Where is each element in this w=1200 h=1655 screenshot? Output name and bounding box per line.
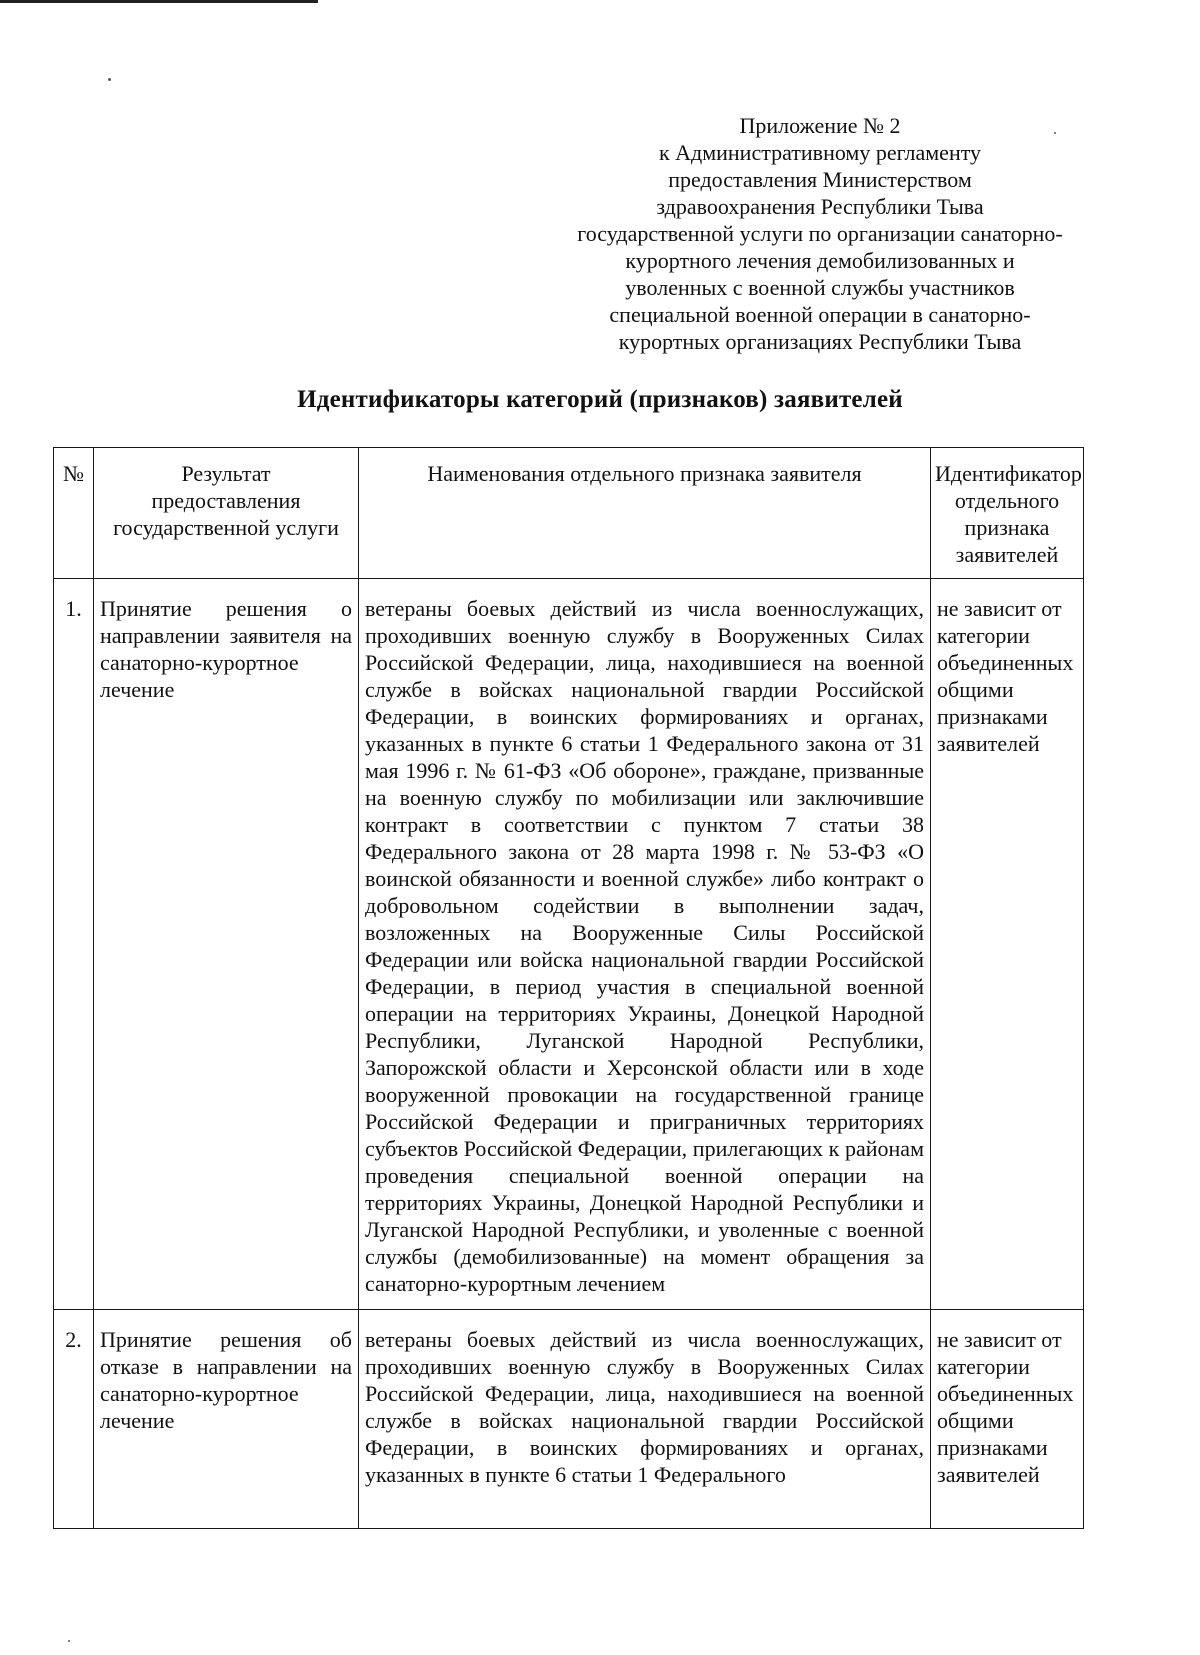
row-identifier: не зависит от категории объединенных общими признаками заявителей (931, 1310, 1084, 1529)
header-feature-name: Наименования отдельного признака заявителя (359, 448, 931, 579)
appendix-line: курортного лечения демобилизованных и (625, 248, 1015, 273)
row-number: 1. (54, 579, 94, 1310)
table-row (54, 1310, 1084, 1529)
appendix-line: курортных организациях Республики Тыва (618, 329, 1022, 354)
appendix-line: предоставления Министерством (668, 167, 972, 192)
row-number: 2. (54, 1310, 94, 1529)
appendix-line: специальной военной операции в санаторно- (609, 302, 1031, 327)
identifiers-table (53, 447, 1084, 1529)
scan-speck (68, 1640, 70, 1642)
row-feature-name-text: ветераны боевых действий из числа военнослужащих, проходивших военную службу в Вооруженных Силах Российской Федерации, лица, находившиеся на военной службе в войсках национальной гвардии Российской Федерации, в воинских формированиях и органах, указанных в пункте 6 статьи 1 Федерального (365, 1327, 924, 1487)
appendix-line: Приложение № 2 (739, 113, 901, 138)
table-header-row (54, 448, 1084, 579)
row-feature-name: ветераны боевых действий из числа военнослужащих, проходивших военную службу в Вооруженных Силах Российской Федерации, лица, находившиеся на военной службе в войсках национальной гвардии Российской Федерации, в воинских формированиях и органах, указанных в пункте 6 статьи 1 Федерального закона от 31 мая 1996 г. № 61-ФЗ «Об обороне», граждане, призванные на военную службу по мобилизации или заключившие контракт в соответствии с пунктом 7 статьи 38 Федерального закона от 28 марта 1998 г. № 53-ФЗ «О воинской обязанности и военной службе» либо контракт о добровольном содействии в выполнении задач, возложенных на Вооруженные Силы Российской Федерации или войска национальной гвардии Российской Федерации, в период участия в специальной военной операции на территориях Украины, Донецкой Народной Республики, Луганской Народной Республики, Запорожской области и Херсонской области или в ходе вооруженной провокации на государственной границе Российской Федерации и приграничных территориях субъектов Российской Федерации, прилегающих к районам проведения специальной военной операции на территориях Украины, Донецкой Народной Республики и Луганской Народной Республики, и уволенные с военной службы (демобилизованные) на момент обращения за санаторно-курортным лечением (359, 579, 931, 1310)
row-identifier: не зависит от категории объединенных общими признаками заявителей (931, 579, 1084, 1310)
header-result: Результат предоставления государственной услуги (94, 448, 359, 579)
appendix-line: государственной услуги по организации санаторно- (577, 221, 1063, 246)
appendix-line: уволенных с военной службы участников (625, 275, 1015, 300)
row-feature-name (359, 1310, 931, 1529)
appendix-line: здравоохранения Республики Тыва (656, 194, 984, 219)
appendix-line: к Административному регламенту (658, 140, 982, 165)
row-result: Принятие решения об отказе в направлении на санаторно-курортное лечение (94, 1310, 359, 1529)
appendix-note (540, 112, 1100, 355)
scan-edge-line (0, 0, 318, 3)
document-title: Идентификаторы категорий (признаков) заявителей (297, 386, 903, 413)
header-identifier: Идентификатор отдельного признака заявителей (931, 448, 1084, 579)
scan-speck (108, 78, 111, 81)
table-row (54, 579, 1084, 1310)
header-number: № (54, 448, 94, 579)
row-result: Принятие решения о направлении заявителя на санаторно-курортное лечение (94, 579, 359, 1310)
